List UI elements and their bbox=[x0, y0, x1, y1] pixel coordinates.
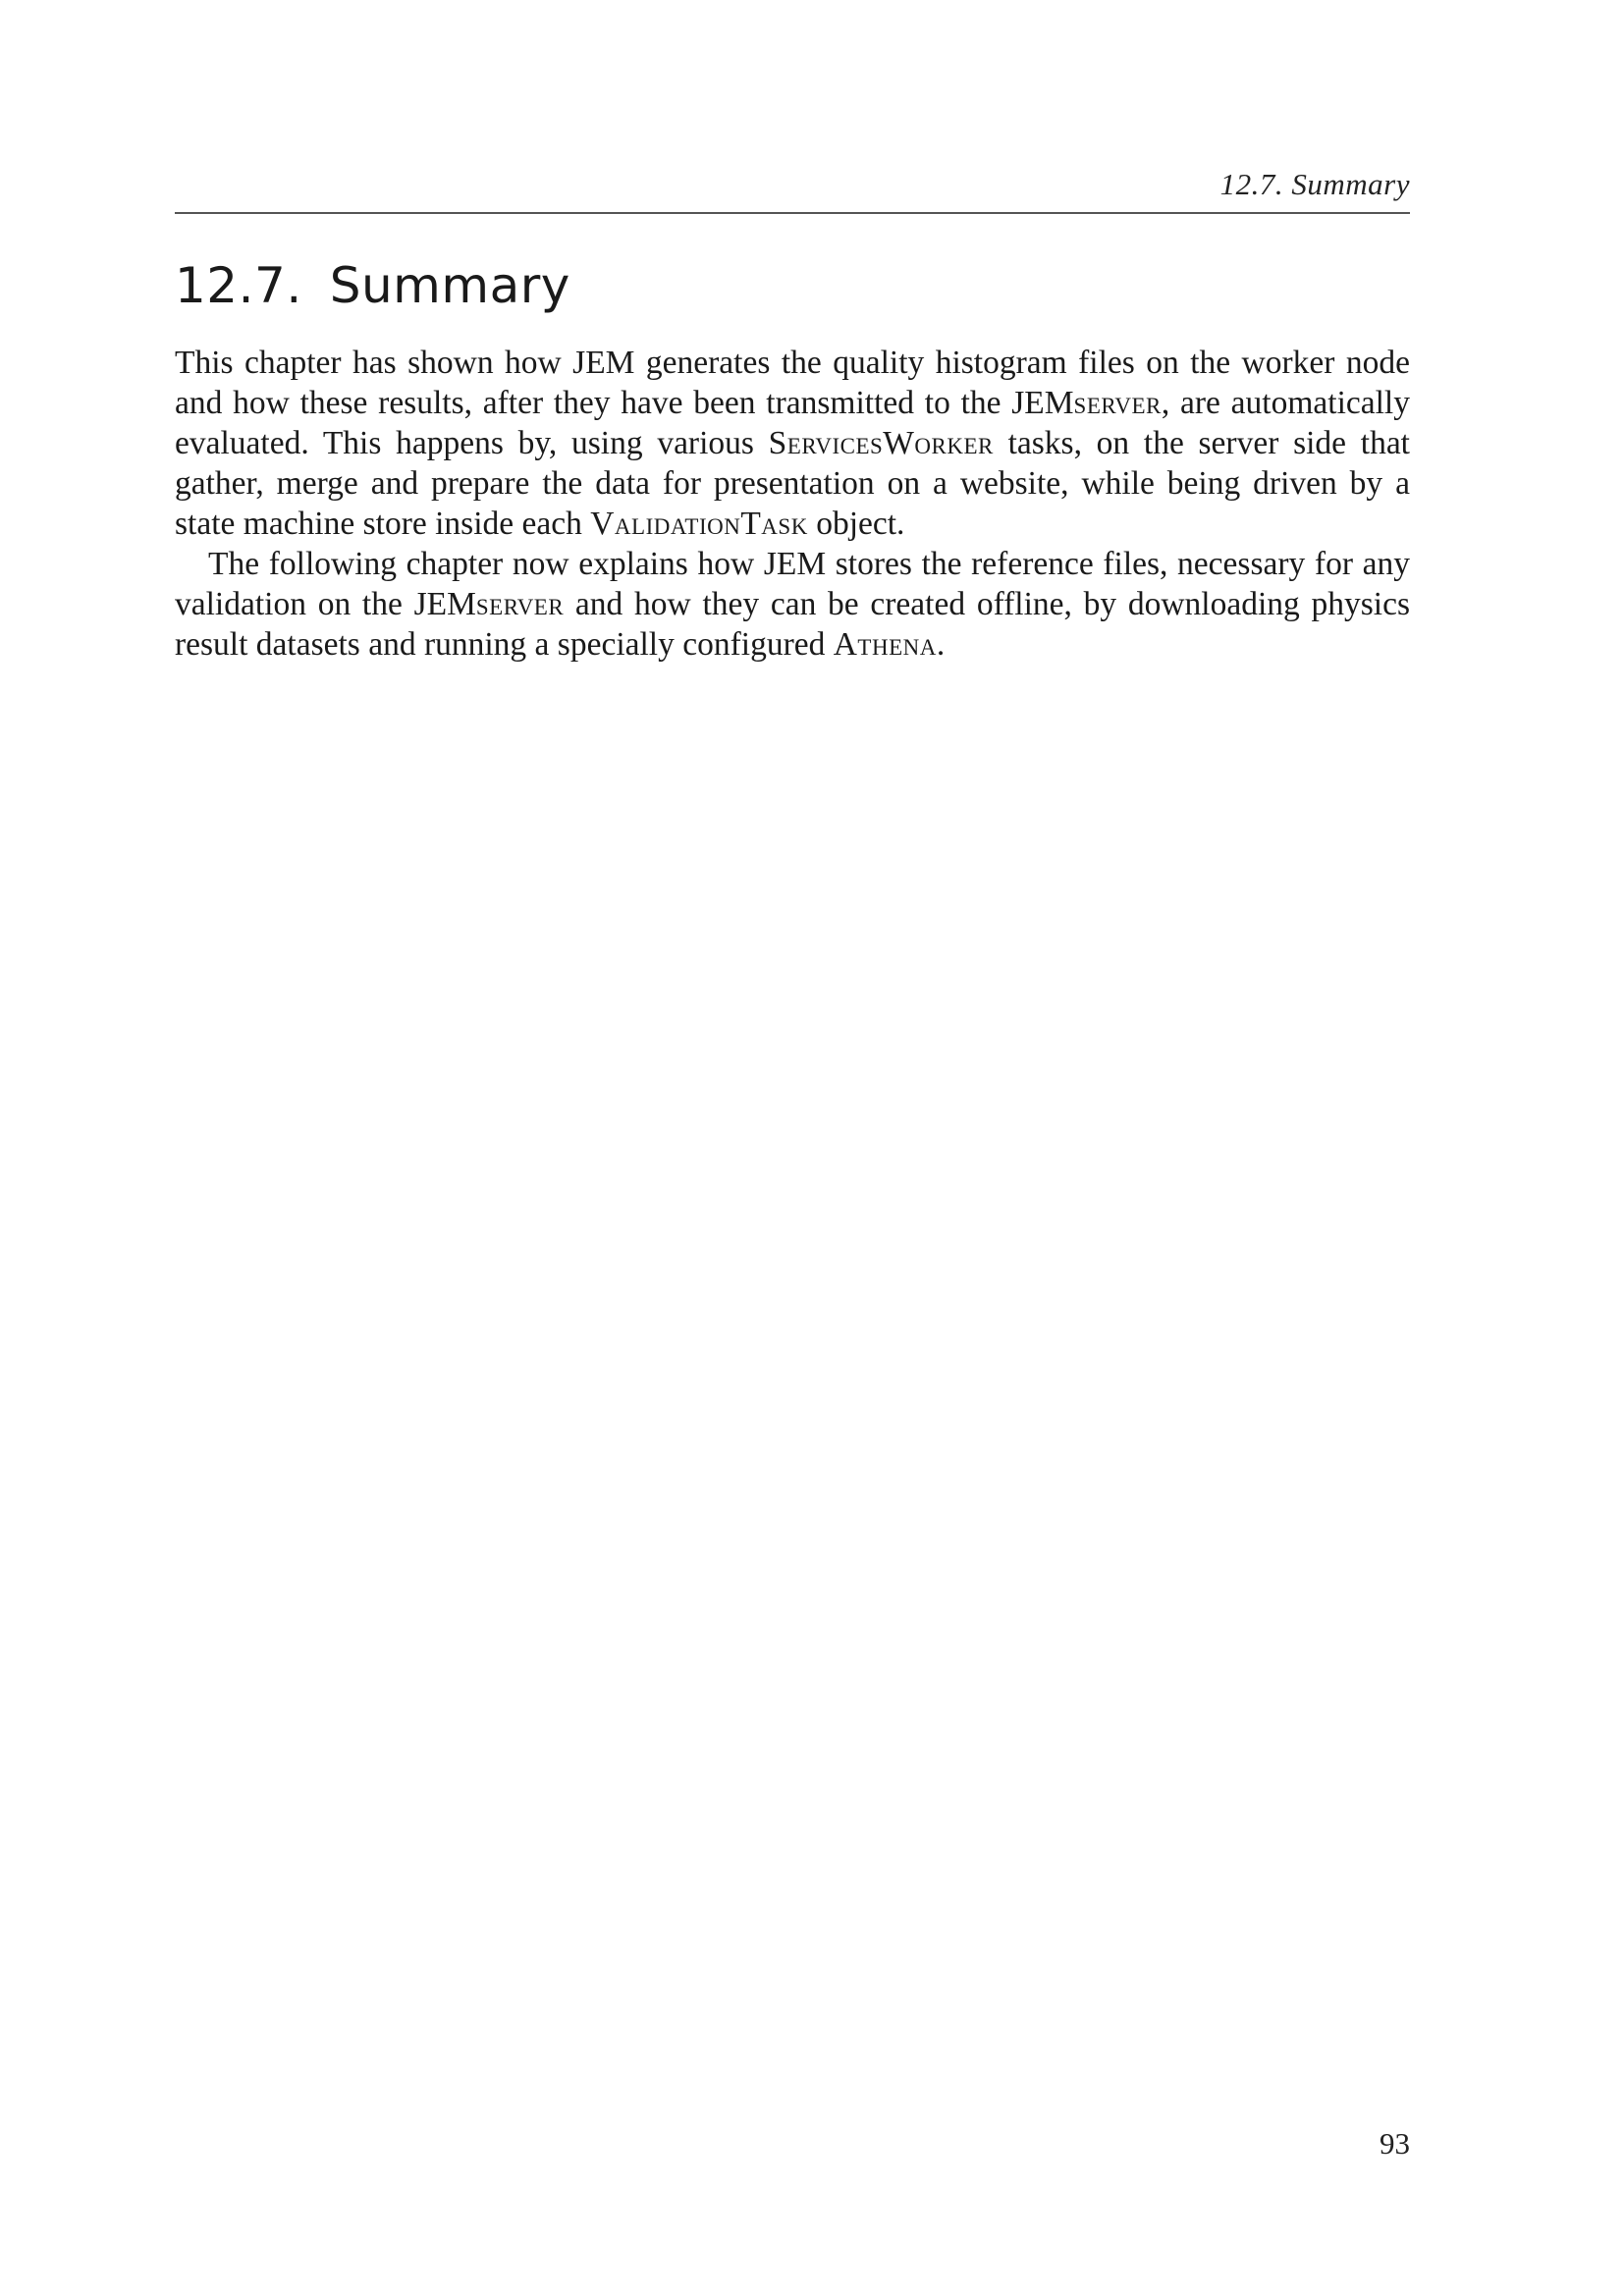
small-caps-servicesworker: ServicesWorker bbox=[768, 425, 994, 461]
small-caps-validationtask: ValidationTask bbox=[590, 506, 808, 542]
paragraph-1-text-2: , are automatically evaluated. This happens by, using various bbox=[175, 385, 1410, 461]
header-rule bbox=[175, 212, 1410, 214]
paragraph-1-text-4: object. bbox=[807, 506, 905, 542]
section-number: 12.7. bbox=[175, 257, 302, 314]
section-body bbox=[175, 343, 1410, 665]
paragraph-2-text-3: . bbox=[936, 626, 946, 663]
small-caps-server: server bbox=[1073, 385, 1162, 421]
paragraph-1-text-3: tasks, on the server side that gather, merge and prepare the data for presentation on a website, while being driven by a state machine store inside each bbox=[175, 425, 1410, 542]
paragraph-2 bbox=[175, 544, 1410, 665]
running-header: 12.7. Summary bbox=[1219, 167, 1410, 201]
paragraph-1 bbox=[175, 343, 1410, 544]
page-number: 93 bbox=[1380, 2126, 1410, 2161]
small-caps-server: server bbox=[475, 586, 565, 622]
section-heading bbox=[175, 257, 570, 314]
section-title: Summary bbox=[329, 257, 570, 314]
document-page bbox=[175, 0, 1410, 2296]
paragraph-2-text-1: The following chapter now explains how JEM stores the reference files, necessary for any validation on the JEM bbox=[175, 546, 1410, 622]
paragraph-1-text-1: This chapter has shown how JEM generates the quality histogram files on the worker node and how these results, after they have been transmitted to the JEM bbox=[175, 345, 1410, 421]
paragraph-2-text-2: and how they can be created offline, by downloading physics result datasets and running a specially configured bbox=[175, 586, 1410, 663]
small-caps-athena: Athena bbox=[833, 626, 937, 663]
